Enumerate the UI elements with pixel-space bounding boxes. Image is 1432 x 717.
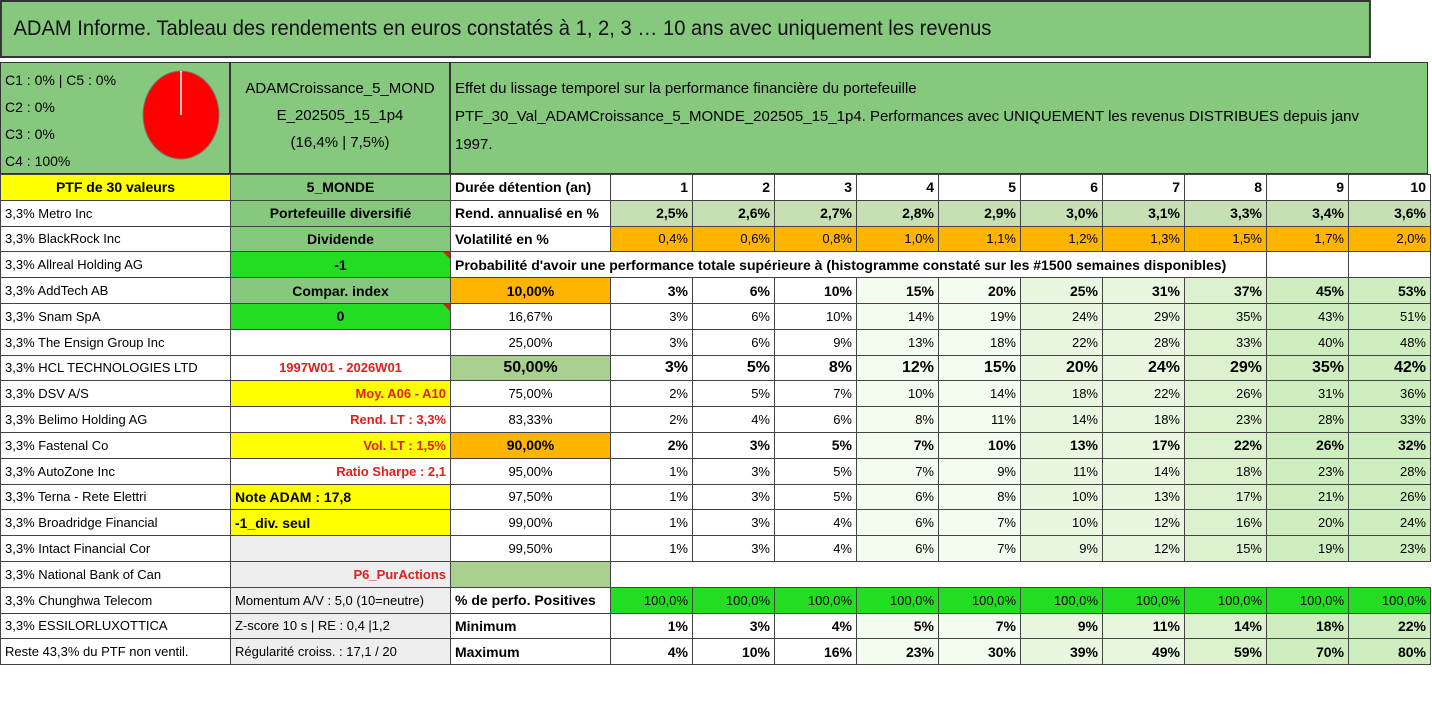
probability-value: 37%	[1185, 278, 1267, 304]
probability-value: 19%	[939, 303, 1021, 329]
spacer-row	[1, 561, 1431, 587]
holding-name: 3,3% BlackRock Inc	[1, 226, 231, 252]
minimum-value: 18%	[1267, 613, 1349, 639]
probability-value: 45%	[1267, 278, 1349, 304]
holding-name: 3,3% Fastenal Co	[1, 432, 231, 458]
probability-value: 31%	[1267, 381, 1349, 407]
annualized-return-value: 2,7%	[775, 200, 857, 226]
maximum-value: 10%	[693, 639, 775, 665]
probability-value: 5%	[693, 381, 775, 407]
probability-value: 12%	[1103, 536, 1185, 562]
probability-value: 16%	[1185, 510, 1267, 536]
empty-cell	[857, 561, 939, 587]
probability-value: 2%	[611, 432, 693, 458]
probability-value: 28%	[1267, 407, 1349, 433]
probability-value: 43%	[1267, 303, 1349, 329]
volatility-value: 0,6%	[693, 226, 775, 252]
probability-value: 3%	[611, 355, 693, 381]
volatility-value: 0,4%	[611, 226, 693, 252]
annualized-return-value: 3,6%	[1349, 200, 1431, 226]
index-selector[interactable]: -1	[231, 252, 451, 278]
probability-value: 14%	[857, 303, 939, 329]
year-header-9: 9	[1267, 175, 1349, 201]
positive-perf-value: 100,0%	[611, 587, 693, 613]
probability-value: 1%	[611, 536, 693, 562]
holding-duration-label: Durée détention (an)	[451, 175, 611, 201]
probability-value: 4%	[775, 510, 857, 536]
probability-value: 8%	[775, 355, 857, 381]
positive-perf-value: 100,0%	[693, 587, 775, 613]
indicator-cell: Rend. LT : 3,3%	[231, 407, 451, 433]
probability-row	[1, 432, 1431, 458]
probability-value: 5%	[775, 484, 857, 510]
probability-row	[1, 484, 1431, 510]
probability-value: 36%	[1349, 381, 1431, 407]
year-header-8: 8	[1185, 175, 1267, 201]
indicator-cell: Note ADAM : 17,8	[231, 484, 451, 510]
maximum-row	[1, 639, 1431, 665]
probability-value: 14%	[1021, 407, 1103, 433]
probability-value: 5%	[775, 458, 857, 484]
holding-name: 3,3% DSV A/S	[1, 381, 231, 407]
fund-perf-summary: (16,4% | 7,5%)	[290, 134, 390, 151]
probability-title: Probabilité d'avoir une performance totale supérieure à (histogramme constaté sur les #1500 semaines disponibles)	[451, 252, 1267, 278]
indicator-cell[interactable]: 0	[231, 303, 451, 329]
probability-row	[1, 407, 1431, 433]
probability-value: 3%	[693, 458, 775, 484]
holding-name: 3,3% National Bank of Can	[1, 561, 231, 587]
maximum-value: 4%	[611, 639, 693, 665]
positive-perf-row	[1, 587, 1431, 613]
probability-value: 23%	[1349, 536, 1431, 562]
probability-value: 7%	[939, 510, 1021, 536]
annualized-return-value: 3,3%	[1185, 200, 1267, 226]
probability-value: 15%	[857, 278, 939, 304]
alloc-c2: C2 : 0%	[5, 99, 55, 115]
probability-value: 8%	[939, 484, 1021, 510]
probability-value: 18%	[1185, 458, 1267, 484]
annualized-return-value: 2,8%	[857, 200, 939, 226]
probability-value: 33%	[1349, 407, 1431, 433]
year-header-7: 7	[1103, 175, 1185, 201]
year-header-4: 4	[857, 175, 939, 201]
probability-value: 6%	[775, 407, 857, 433]
volatility-value: 1,1%	[939, 226, 1021, 252]
probability-value: 3%	[693, 510, 775, 536]
positive-perf-value: 100,0%	[939, 587, 1021, 613]
probability-value: 10%	[775, 303, 857, 329]
holding-name: 3,3% Intact Financial Cor	[1, 536, 231, 562]
probability-value: 1%	[611, 484, 693, 510]
probability-value: 14%	[1103, 458, 1185, 484]
probability-row	[1, 303, 1431, 329]
probability-value: 13%	[857, 329, 939, 355]
probability-row	[1, 329, 1431, 355]
year-header-10: 10	[1349, 175, 1431, 201]
probability-value: 33%	[1185, 329, 1267, 355]
indicator-cell	[231, 536, 451, 562]
indicator-cell: Ratio Sharpe : 2,1	[231, 458, 451, 484]
probability-value: 4%	[693, 407, 775, 433]
report-title: ADAM Informe. Tableau des rendements en euros constatés à 1, 2, 3 … 10 ans avec uniquement les revenus	[0, 0, 1371, 58]
probability-value: 3%	[693, 432, 775, 458]
maximum-value: 59%	[1185, 639, 1267, 665]
annualized-return-row	[1, 200, 1431, 226]
probability-value: 3%	[611, 329, 693, 355]
probability-value: 42%	[1349, 355, 1431, 381]
alloc-c3: C3 : 0%	[5, 126, 55, 142]
probability-value: 14%	[939, 381, 1021, 407]
probability-threshold: 95,00%	[451, 458, 611, 484]
volatility-value: 1,3%	[1103, 226, 1185, 252]
maximum-value: 39%	[1021, 639, 1103, 665]
probability-value: 3%	[693, 484, 775, 510]
positive-perf-value: 100,0%	[857, 587, 939, 613]
volatility-value: 1,0%	[857, 226, 939, 252]
holding-name: 3,3% Broadridge Financial	[1, 510, 231, 536]
year-header-6: 6	[1021, 175, 1103, 201]
effect-line2: PTF_30_Val_ADAMCroissance_5_MONDE_202505_15_1p4. Performances avec UNIQUEMENT les revenus DISTRIBUES depuis janv	[455, 108, 1360, 125]
probability-threshold: 50,00%	[451, 355, 611, 381]
volatility-value: 2,0%	[1349, 226, 1431, 252]
probability-value: 18%	[939, 329, 1021, 355]
probability-value: 6%	[693, 329, 775, 355]
volatility-row	[1, 226, 1431, 252]
effect-line1: Effet du lissage temporel sur la performance financière du portefeuille	[455, 80, 917, 97]
probability-value: 24%	[1349, 510, 1431, 536]
probability-value: 29%	[1103, 303, 1185, 329]
holding-name: Reste 43,3% du PTF non ventil.	[1, 639, 231, 665]
probability-threshold: 90,00%	[451, 432, 611, 458]
probability-value: 20%	[939, 278, 1021, 304]
alloc-c1-c5: C1 : 0% | C5 : 0%	[5, 72, 117, 88]
year-header-2: 2	[693, 175, 775, 201]
ptf-size-label: PTF de 30 valeurs	[1, 175, 231, 201]
minimum-value: 4%	[775, 613, 857, 639]
minimum-value: 14%	[1185, 613, 1267, 639]
volatility-label: Volatilité en %	[451, 226, 611, 252]
minimum-value: 1%	[611, 613, 693, 639]
probability-value: 26%	[1267, 432, 1349, 458]
probability-value: 20%	[1021, 355, 1103, 381]
probability-value: 18%	[1021, 381, 1103, 407]
minimum-value: 3%	[693, 613, 775, 639]
minimum-value: 7%	[939, 613, 1021, 639]
probability-value: 6%	[693, 278, 775, 304]
zscore-label: Z-score 10 s | RE : 0,4 |1,2	[231, 613, 451, 639]
volatility-value: 1,7%	[1267, 226, 1349, 252]
indicator-cell	[231, 329, 451, 355]
annualized-return-value: 2,5%	[611, 200, 693, 226]
probability-value: 31%	[1103, 278, 1185, 304]
holding-name: 3,3% Snam SpA	[1, 303, 231, 329]
probability-value: 11%	[939, 407, 1021, 433]
probability-value: 19%	[1267, 536, 1349, 562]
probability-threshold: 99,50%	[451, 536, 611, 562]
probability-value: 9%	[775, 329, 857, 355]
probability-value: 6%	[857, 536, 939, 562]
holding-name: 3,3% Metro Inc	[1, 200, 231, 226]
indicator-cell: -1_div. seul	[231, 510, 451, 536]
fund-name-panel	[230, 62, 450, 174]
year-header-1: 1	[611, 175, 693, 201]
probability-value: 32%	[1349, 432, 1431, 458]
probability-value: 17%	[1103, 432, 1185, 458]
probability-value: 12%	[1103, 510, 1185, 536]
positive-perf-label: % de perfo. Positives	[451, 587, 611, 613]
holding-name: 3,3% AddTech AB	[1, 278, 231, 304]
allocation-panel	[0, 62, 230, 174]
minimum-value: 5%	[857, 613, 939, 639]
annualized-return-value: 2,9%	[939, 200, 1021, 226]
holding-name: 3,3% AutoZone Inc	[1, 458, 231, 484]
probability-threshold: 75,00%	[451, 381, 611, 407]
holding-name: 3,3% The Ensign Group Inc	[1, 329, 231, 355]
probability-threshold: 83,33%	[451, 407, 611, 433]
probability-row	[1, 278, 1431, 304]
maximum-value: 23%	[857, 639, 939, 665]
holding-name: 3,3% HCL TECHNOLOGIES LTD	[1, 355, 231, 381]
probability-value: 10%	[775, 278, 857, 304]
probability-value: 22%	[1103, 381, 1185, 407]
probability-row	[1, 381, 1431, 407]
probability-threshold: 16,67%	[451, 303, 611, 329]
empty-cell	[1267, 561, 1349, 587]
volatility-value: 1,5%	[1185, 226, 1267, 252]
volatility-value: 1,2%	[1021, 226, 1103, 252]
annualized-return-value: 3,4%	[1267, 200, 1349, 226]
probability-value: 13%	[1103, 484, 1185, 510]
maximum-label: Maximum	[451, 639, 611, 665]
empty-cell	[451, 561, 611, 587]
indicator-cell[interactable]: Compar. index	[231, 278, 451, 304]
fund-name-line2: E_202505_15_1p4	[276, 107, 404, 124]
probability-value: 21%	[1267, 484, 1349, 510]
probability-value: 22%	[1021, 329, 1103, 355]
maximum-value: 16%	[775, 639, 857, 665]
positive-perf-value: 100,0%	[1185, 587, 1267, 613]
returns-table	[0, 174, 1431, 665]
empty-cell	[1021, 561, 1103, 587]
positive-perf-value: 100,0%	[1021, 587, 1103, 613]
probability-value: 2%	[611, 381, 693, 407]
probability-value: 3%	[611, 303, 693, 329]
indicator-cell: Vol. LT : 1,5%	[231, 432, 451, 458]
maximum-value: 30%	[939, 639, 1021, 665]
probability-value: 3%	[611, 278, 693, 304]
positive-perf-value: 100,0%	[1103, 587, 1185, 613]
probability-value: 7%	[939, 536, 1021, 562]
probability-value: 53%	[1349, 278, 1431, 304]
probability-row	[1, 355, 1431, 381]
probability-value: 10%	[857, 381, 939, 407]
empty-cell	[611, 561, 693, 587]
probability-value: 24%	[1021, 303, 1103, 329]
probability-value: 28%	[1349, 458, 1431, 484]
effect-line3: 1997.	[455, 136, 493, 153]
probability-value: 6%	[693, 303, 775, 329]
probability-value: 7%	[857, 432, 939, 458]
probability-value: 6%	[857, 510, 939, 536]
holding-name: 3,3% Belimo Holding AG	[1, 407, 231, 433]
probability-value: 40%	[1267, 329, 1349, 355]
probability-value: 26%	[1349, 484, 1431, 510]
empty-cell	[1185, 561, 1267, 587]
minimum-row	[1, 613, 1431, 639]
minimum-value: 11%	[1103, 613, 1185, 639]
minimum-value: 22%	[1349, 613, 1431, 639]
maximum-value: 49%	[1103, 639, 1185, 665]
allocation-pie-chart	[141, 69, 221, 161]
empty-cell	[1103, 561, 1185, 587]
probability-value: 8%	[857, 407, 939, 433]
regularity-label: Régularité croiss. : 17,1 / 20	[231, 639, 451, 665]
probability-value: 25%	[1021, 278, 1103, 304]
maximum-value: 70%	[1267, 639, 1349, 665]
probability-value: 48%	[1349, 329, 1431, 355]
zone-label: 5_MONDE	[231, 175, 451, 201]
effect-description	[450, 62, 1428, 174]
probability-value: 24%	[1103, 355, 1185, 381]
empty-cell	[1349, 561, 1431, 587]
year-header-3: 3	[775, 175, 857, 201]
empty-cell	[693, 561, 775, 587]
minimum-value: 9%	[1021, 613, 1103, 639]
empty-cell	[1349, 252, 1431, 278]
strategy-label: Dividende	[231, 226, 451, 252]
probability-threshold: 97,50%	[451, 484, 611, 510]
indicator-cell: 1997W01 - 2026W01	[231, 355, 451, 381]
probability-value: 2%	[611, 407, 693, 433]
annualized-return-value: 3,1%	[1103, 200, 1185, 226]
fund-name-line1: ADAMCroissance_5_MOND	[245, 80, 435, 97]
probability-value: 5%	[775, 432, 857, 458]
indicator-cell: Moy. A06 - A10	[231, 381, 451, 407]
probability-value: 15%	[939, 355, 1021, 381]
holding-name: 3,3% ESSILORLUXOTTICA	[1, 613, 231, 639]
probability-value: 15%	[1185, 536, 1267, 562]
positive-perf-value: 100,0%	[1349, 587, 1431, 613]
probability-value: 51%	[1349, 303, 1431, 329]
maximum-value: 80%	[1349, 639, 1431, 665]
probability-row	[1, 536, 1431, 562]
holding-name: 3,3% Chunghwa Telecom	[1, 587, 231, 613]
probability-value: 6%	[857, 484, 939, 510]
probability-threshold: 99,00%	[451, 510, 611, 536]
year-header-5: 5	[939, 175, 1021, 201]
probability-threshold: 25,00%	[451, 329, 611, 355]
probability-value: 23%	[1185, 407, 1267, 433]
probability-value: 7%	[857, 458, 939, 484]
probability-value: 20%	[1267, 510, 1349, 536]
probability-value: 11%	[1021, 458, 1103, 484]
probability-value: 23%	[1267, 458, 1349, 484]
annualized-return-label: Rend. annualisé en %	[451, 200, 611, 226]
probability-value: 17%	[1185, 484, 1267, 510]
probability-value: 3%	[693, 536, 775, 562]
holding-name: 3,3% Terna - Rete Elettri	[1, 484, 231, 510]
positive-perf-value: 100,0%	[775, 587, 857, 613]
probability-value: 10%	[1021, 484, 1103, 510]
probability-threshold: 10,00%	[451, 278, 611, 304]
momentum-label: Momentum A/V : 5,0 (10=neutre)	[231, 587, 451, 613]
minimum-label: Minimum	[451, 613, 611, 639]
alloc-c4: C4 : 100%	[5, 153, 71, 169]
probability-value: 26%	[1185, 381, 1267, 407]
probability-value: 29%	[1185, 355, 1267, 381]
volatility-value: 0,8%	[775, 226, 857, 252]
probability-value: 10%	[1021, 510, 1103, 536]
probability-value: 28%	[1103, 329, 1185, 355]
probability-title-row	[1, 252, 1431, 278]
annualized-return-value: 3,0%	[1021, 200, 1103, 226]
probability-row	[1, 510, 1431, 536]
profile-label: Portefeuille diversifié	[231, 200, 451, 226]
empty-cell	[1267, 252, 1349, 278]
probability-value: 1%	[611, 510, 693, 536]
probability-value: 5%	[693, 355, 775, 381]
probability-value: 1%	[611, 458, 693, 484]
empty-cell	[775, 561, 857, 587]
probability-value: 35%	[1185, 303, 1267, 329]
probability-value: 7%	[775, 381, 857, 407]
probability-row	[1, 458, 1431, 484]
probability-value: 18%	[1103, 407, 1185, 433]
probability-value: 13%	[1021, 432, 1103, 458]
portfolio-type-label: P6_PurActions	[231, 561, 451, 587]
empty-cell	[939, 561, 1021, 587]
holding-name: 3,3% Allreal Holding AG	[1, 252, 231, 278]
probability-value: 9%	[1021, 536, 1103, 562]
probability-value: 9%	[939, 458, 1021, 484]
positive-perf-value: 100,0%	[1267, 587, 1349, 613]
probability-value: 35%	[1267, 355, 1349, 381]
probability-value: 12%	[857, 355, 939, 381]
annualized-return-value: 2,6%	[693, 200, 775, 226]
table-header-row	[1, 175, 1431, 201]
probability-value: 4%	[775, 536, 857, 562]
probability-value: 10%	[939, 432, 1021, 458]
probability-value: 22%	[1185, 432, 1267, 458]
